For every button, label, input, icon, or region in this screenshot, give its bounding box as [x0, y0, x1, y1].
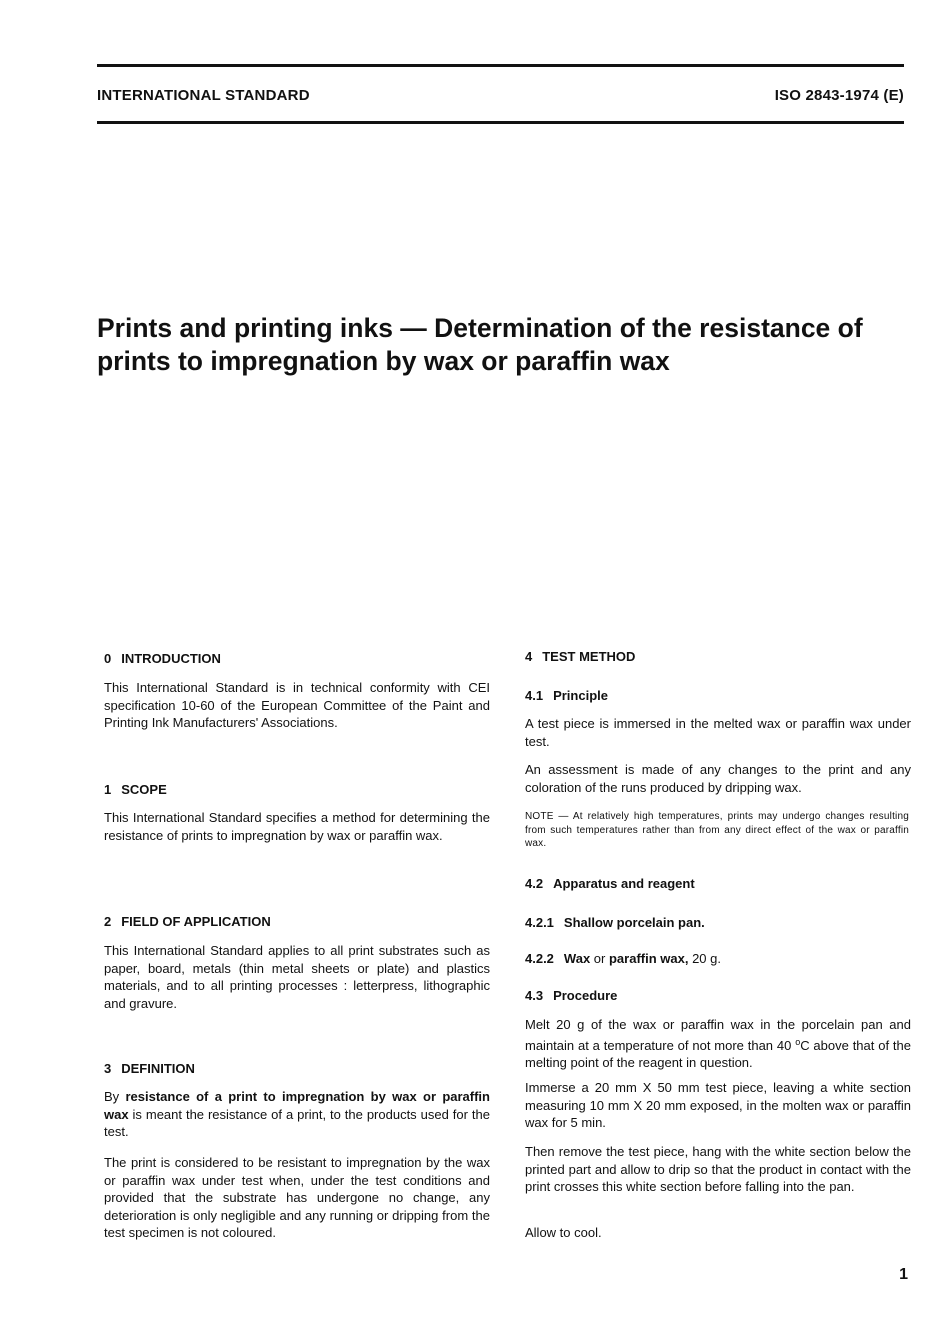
section-3-heading: 3 DEFINITION	[104, 1061, 195, 1076]
section-4-1-note: NOTE — At relatively high temperatures, prints may undergo changes resulting from such temperatures rather than from any direct effect of the wax or paraffin wax.	[525, 811, 909, 849]
document-type: INTERNATIONAL STANDARD	[97, 87, 310, 104]
section-4-2-heading: 4.2 Apparatus and reagent	[525, 876, 695, 891]
section-4-1-paragraph-1: A test piece is immersed in the melted wax or paraffin wax under test.	[525, 716, 911, 749]
section-2-heading: 2 FIELD OF APPLICATION	[104, 914, 271, 929]
section-1-text: This International Standard specifies a method for determining the resistance of prints to impregnation by wax or paraffin wax.	[104, 810, 490, 843]
section-4-3-paragraph-4: Allow to cool.	[525, 1225, 602, 1240]
title-line-2: prints to impregnation by wax or paraffin wax	[97, 346, 670, 376]
section-4-heading: 4 TEST METHOD	[525, 649, 636, 664]
section-4-1-heading: 4.1 Principle	[525, 688, 608, 703]
section-0-text: This International Standard is in technical conformity with CEI specification 10-60 of the European Committee of the Paint and Printing Ink Manufacturers' Associations.	[104, 680, 490, 730]
section-1-heading: 1 SCOPE	[104, 782, 167, 797]
section-4-3-heading: 4.3 Procedure	[525, 988, 618, 1003]
page-number: 1	[899, 1266, 908, 1283]
header-top-rule	[97, 64, 904, 67]
section-4-2-2-line: 4.2.2 Wax or paraffin wax, 20 g.	[525, 951, 721, 966]
title-line-1: Prints and printing inks — Determination of the resistance of	[97, 313, 863, 343]
section-4-2-1-heading: 4.2.1 Shallow porcelain pan.	[525, 915, 705, 930]
section-3-paragraph-2: The print is considered to be resistant to impregnation by the wax or paraffin wax under test when, under the test conditions and provided that the substrate has undergone no change, any deterioration is only negligible and any running or dripping from the test specimen is not coloured.	[104, 1155, 490, 1240]
section-4-3-paragraph-2: Immerse a 20 mm X 50 mm test piece, leaving a white section measuring 10 mm X 20 mm exposed, in the molten wax or paraffin wax for 5 min.	[525, 1080, 911, 1130]
section-4-3-paragraph-1: Melt 20 g of the wax or paraffin wax in the porcelain pan and maintain at a temperature of not more than 40 $^o$C above that of the melting point of the reagent in question.	[525, 1017, 911, 1070]
standard-number: ISO 2843-1974 (E)	[774, 87, 904, 104]
defined-term: resistance of a print to impregnation by wax or paraffin wax	[104, 1089, 490, 1122]
section-2-text: This International Standard applies to all print substrates such as paper, board, metals (thin metal sheets or plate) and plastics materials, and to all printing processes : letterpress, lithographic and gravure.	[104, 943, 490, 1011]
section-4-1-paragraph-2: An assessment is made of any changes to the print and any coloration of the runs produced by dripping wax.	[525, 762, 911, 795]
section-0-heading: 0 INTRODUCTION	[104, 651, 221, 666]
section-4-3-paragraph-3: Then remove the test piece, hang with the white section below the printed part and allow to drip so that the product in contact with the print crosses this white section before falling into the pan.	[525, 1144, 911, 1194]
section-3-paragraph-1: By resistance of a print to impregnation by wax or paraffin wax is meant the resistance of a print, to the products used for the test.	[104, 1089, 490, 1139]
header-bottom-rule	[97, 121, 904, 124]
page-title	[97, 312, 907, 378]
